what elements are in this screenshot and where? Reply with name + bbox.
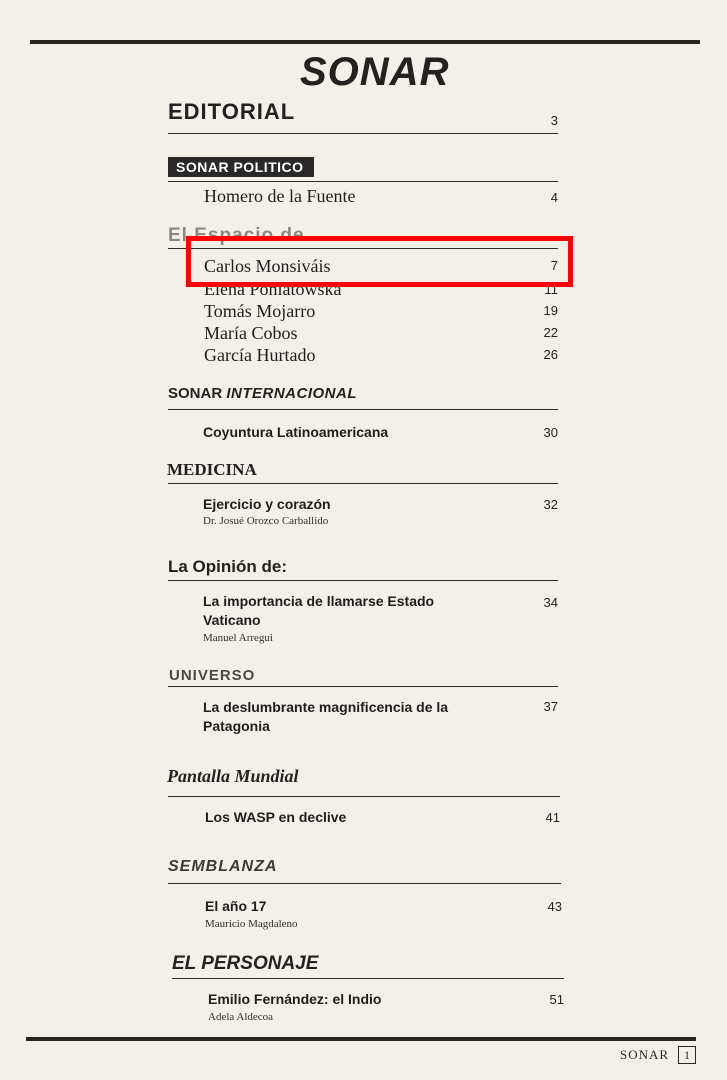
toc-entry-homero: Homero de la Fuente <box>204 186 356 206</box>
toc-entry-coyuntura: Coyuntura Latinoamericana <box>203 424 389 440</box>
section-rule <box>172 978 564 979</box>
highlight-box <box>186 236 573 287</box>
toc-page-ano17: 43 <box>547 899 562 914</box>
toc-page-cobos: 22 <box>543 325 558 340</box>
section-universo-title: UNIVERSO <box>169 667 256 684</box>
toc-author-arregui: Manuel Arregui <box>203 632 273 644</box>
toc-page-coyuntura: 30 <box>543 425 558 440</box>
section-semblanza-title: SEMBLANZA <box>168 858 278 875</box>
toc-page-poniatowska: 11 <box>544 282 558 294</box>
toc-entry-ejercicio: Ejercicio y corazón <box>203 496 331 512</box>
magazine-title: SONAR <box>300 50 450 94</box>
toc-entry-importancia-line1: La importancia de llamarse Estado <box>203 593 435 609</box>
bottom-rule <box>26 1037 696 1041</box>
toc-entry-ano17: El año 17 <box>205 898 267 914</box>
section-rule <box>168 580 558 581</box>
section-internacional-title-b: INTERNACIONAL <box>226 385 358 402</box>
toc-entry-poniatowska: Elena Poniatowska <box>204 279 342 295</box>
toc-entry-fernandez: Emilio Fernández: el Indio <box>208 991 382 1007</box>
toc-page-monsivais: 7 <box>550 258 558 273</box>
toc-entry-patagonia-line1: La deslumbrante magnificencia de la <box>203 699 449 715</box>
section-editorial-title: EDITORIAL <box>168 99 296 124</box>
toc-author-magdaleno: Mauricio Magdaleno <box>205 918 298 930</box>
toc-page-hurtado: 26 <box>543 347 558 362</box>
section-pantalla-title: Pantalla Mundial <box>167 766 299 786</box>
section-personaje-title: EL PERSONAJE <box>172 953 319 974</box>
section-medicina-title: MEDICINA <box>167 460 257 479</box>
toc-page-mojarro: 19 <box>543 303 558 318</box>
section-internacional-title-a: SONAR <box>168 385 223 402</box>
toc-entry-wasp: Los WASP en declive <box>205 809 347 825</box>
footer-magazine-label: SONAR <box>620 1047 670 1062</box>
toc-entry-hurtado: García Hurtado <box>204 345 316 365</box>
toc-page-importancia: 34 <box>543 595 558 610</box>
toc-entry-patagonia-line2: Patagonia <box>203 718 270 734</box>
section-rule <box>168 796 560 797</box>
section-rule <box>168 483 558 484</box>
toc-page-fernandez: 51 <box>549 992 564 1007</box>
section-opinion-title: La Opinión de: <box>168 557 287 576</box>
toc-author-aldecoa: Adela Aldecoa <box>208 1011 274 1023</box>
editorial-page-number: 3 <box>550 113 558 128</box>
section-rule <box>168 133 558 134</box>
toc-page-patagonia: 37 <box>543 699 558 714</box>
section-rule <box>168 883 561 884</box>
toc-entry-cobos: María Cobos <box>204 323 298 343</box>
section-rule <box>168 686 558 687</box>
toc-entry-importancia-line2: Vaticano <box>203 612 261 628</box>
section-rule <box>168 181 558 182</box>
section-espacio-title: El Espacio de <box>168 225 305 246</box>
footer-page-number: 1 <box>678 1046 696 1064</box>
top-rule <box>30 40 700 44</box>
toc-page-homero: 4 <box>550 190 558 205</box>
section-internacional-title <box>168 385 357 402</box>
toc-author-orozco: Dr. Josué Orozco Carballido <box>203 515 329 527</box>
toc-page-wasp: 41 <box>545 810 560 825</box>
section-politico-title: SONAR POLITICO <box>168 157 314 177</box>
toc-page-ejercicio: 32 <box>543 497 558 512</box>
section-rule <box>168 409 558 410</box>
toc-entry-mojarro: Tomás Mojarro <box>204 301 316 321</box>
toc-entry-monsivais: Carlos Monsiváis <box>204 256 331 276</box>
